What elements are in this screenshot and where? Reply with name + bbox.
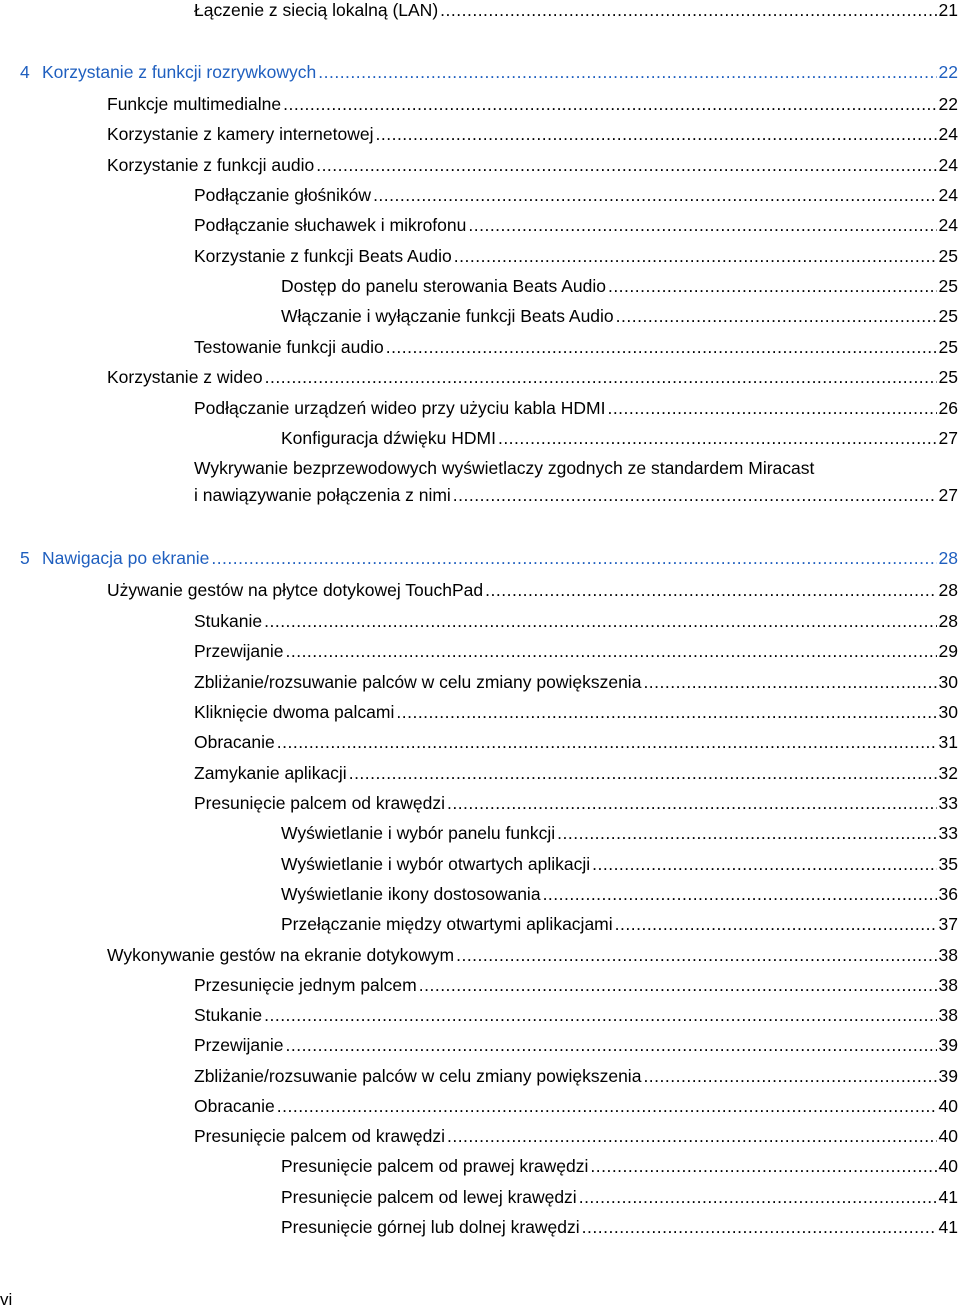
toc-page-number: 41 xyxy=(938,1217,958,1237)
toc-entry[interactable] xyxy=(107,580,958,601)
toc-chapter[interactable] xyxy=(20,548,958,569)
toc-entry-title: Dostęp do panelu sterowania Beats Audio xyxy=(281,276,606,296)
toc-entry[interactable] xyxy=(194,1096,958,1117)
dot-leader xyxy=(453,485,937,506)
toc-entry[interactable] xyxy=(194,672,958,693)
toc-chapter[interactable] xyxy=(20,62,958,83)
toc-entry[interactable] xyxy=(281,884,958,905)
toc-entry[interactable] xyxy=(281,823,958,844)
dot-leader xyxy=(373,185,936,206)
chapter-heading xyxy=(20,62,316,83)
dot-leader xyxy=(498,428,937,449)
dot-leader xyxy=(386,337,937,358)
toc-entry-title: Korzystanie z wideo xyxy=(107,367,263,387)
toc-entry-title: Konfiguracja dźwięku HDMI xyxy=(281,428,496,448)
dot-leader xyxy=(592,854,936,875)
toc-page-number: 35 xyxy=(938,854,958,874)
toc-entry[interactable] xyxy=(194,215,958,236)
dot-leader xyxy=(277,1096,937,1117)
toc-entry[interactable] xyxy=(194,1005,958,1026)
toc-page-number: 28 xyxy=(938,611,958,631)
toc-entry[interactable] xyxy=(107,94,958,115)
dot-leader xyxy=(590,1156,936,1177)
toc-entry[interactable] xyxy=(281,276,958,297)
toc-page-number: 27 xyxy=(938,485,958,505)
dot-leader xyxy=(447,793,937,814)
toc-page-number: 28 xyxy=(938,580,958,600)
toc-page-number: 37 xyxy=(938,914,958,934)
toc-page-number: 22 xyxy=(938,62,958,82)
toc-page-number: 39 xyxy=(938,1066,958,1086)
dot-leader xyxy=(376,124,937,145)
dot-leader xyxy=(447,1126,937,1147)
dot-leader xyxy=(579,1187,937,1208)
dot-leader xyxy=(608,276,937,297)
toc-page-number: 22 xyxy=(938,94,958,114)
dot-leader xyxy=(264,1005,936,1026)
chapter-title: Nawigacja po ekranie xyxy=(42,548,210,568)
dot-leader xyxy=(264,611,936,632)
toc-entry[interactable] xyxy=(194,975,958,996)
toc-page-number: 38 xyxy=(938,1005,958,1025)
toc-entry-title: Presunięcie palcem od prawej krawędzi xyxy=(281,1156,589,1176)
dot-leader xyxy=(283,94,936,115)
toc-entry-title: Podłączanie urządzeń wideo przy użyciu kabla HDMI xyxy=(194,398,606,418)
toc-page-number: 24 xyxy=(938,215,958,235)
toc-page-number: 25 xyxy=(938,246,958,266)
dot-leader xyxy=(277,732,937,753)
toc-entry-title: Korzystanie z funkcji audio xyxy=(107,155,315,175)
toc-entry[interactable] xyxy=(194,1066,958,1087)
toc-entry-title: Zamykanie aplikacji xyxy=(194,763,347,783)
toc-page-number: 24 xyxy=(938,124,958,144)
toc-entry-title: Podłączanie głośników xyxy=(194,185,372,205)
dot-leader xyxy=(211,548,936,569)
toc-entry-title: Presunięcie palcem od lewej krawędzi xyxy=(281,1187,577,1207)
dot-leader xyxy=(543,884,937,905)
dot-leader xyxy=(318,62,936,83)
dot-leader xyxy=(615,914,937,935)
toc-page-number: 25 xyxy=(938,337,958,357)
toc-entry[interactable] xyxy=(194,185,958,206)
dot-leader xyxy=(557,823,936,844)
toc-entry-title: Kliknięcie dwoma palcami xyxy=(194,702,395,722)
toc-entry[interactable] xyxy=(281,914,958,935)
toc-entry[interactable] xyxy=(194,246,958,267)
toc-page-number: 32 xyxy=(938,763,958,783)
dot-leader xyxy=(396,702,936,723)
toc-page-number: 30 xyxy=(938,672,958,692)
toc-page-number: 24 xyxy=(938,155,958,175)
toc-entry-title: Stukanie xyxy=(194,611,263,631)
dot-leader xyxy=(468,215,936,236)
toc-entry[interactable] xyxy=(194,458,958,506)
toc-entry-title: Obracanie xyxy=(194,732,275,752)
toc-entry-title: Korzystanie z kamery internetowej xyxy=(107,124,374,144)
toc-entry-title: Funkcje multimedialne xyxy=(107,94,282,114)
toc-page-number: 36 xyxy=(938,884,958,904)
toc-entry-title: Wyświetlanie ikony dostosowania xyxy=(281,884,541,904)
toc-entry-title-line2: i nawiązywanie połączenia z nimi xyxy=(194,485,451,505)
toc-entry-title: Przesunięcie jednym palcem xyxy=(194,975,417,995)
dot-leader xyxy=(316,155,936,176)
chapter-heading xyxy=(20,548,209,569)
toc-entry[interactable] xyxy=(194,702,958,723)
dot-leader xyxy=(349,763,937,784)
toc-page-number: 27 xyxy=(938,428,958,448)
toc-entry[interactable] xyxy=(107,945,958,966)
toc-page-number: 39 xyxy=(938,1035,958,1055)
toc-entry[interactable] xyxy=(194,1126,958,1147)
toc-entry[interactable] xyxy=(107,155,958,176)
toc-entry-title: Włączanie i wyłączanie funkcji Beats Audio xyxy=(281,306,614,326)
dot-leader xyxy=(643,1066,936,1087)
toc-page-number: 40 xyxy=(938,1096,958,1116)
toc-entry-title: Łączenie z siecią lokalną (LAN) xyxy=(194,0,439,20)
toc-entry-title: Podłączanie słuchawek i mikrofonu xyxy=(194,215,467,235)
toc-entry[interactable] xyxy=(194,793,958,814)
dot-leader xyxy=(419,975,937,996)
toc-page-number: 38 xyxy=(938,975,958,995)
toc-page-number: 28 xyxy=(938,548,958,568)
toc-entry-title: Zbliżanie/rozsuwanie palców w celu zmiany powiększenia xyxy=(194,672,642,692)
toc-entry[interactable] xyxy=(194,763,958,784)
toc-entry[interactable] xyxy=(107,124,958,145)
toc-page-number: 40 xyxy=(938,1126,958,1146)
toc-entry-title: Testowanie funkcji audio xyxy=(194,337,384,357)
dot-leader xyxy=(607,398,936,419)
toc-page-number: 33 xyxy=(938,823,958,843)
toc-entry[interactable] xyxy=(194,641,958,662)
toc-page-number: 25 xyxy=(938,306,958,326)
dot-leader xyxy=(440,0,936,21)
dot-leader xyxy=(643,672,936,693)
toc-page-number: 33 xyxy=(938,793,958,813)
toc-page-number: 25 xyxy=(938,367,958,387)
toc-entry[interactable] xyxy=(194,0,958,21)
toc-entry-title: Presunięcie palcem od krawędzi xyxy=(194,1126,445,1146)
toc-page-number: 21 xyxy=(938,0,958,20)
toc-entry[interactable] xyxy=(281,306,958,327)
toc-page-number: 38 xyxy=(938,945,958,965)
toc-entry-title: Używanie gestów na płytce dotykowej TouchPad xyxy=(107,580,484,600)
chapter-title: Korzystanie z funkcji rozrywkowych xyxy=(42,62,317,82)
toc-page-number: 31 xyxy=(938,732,958,752)
toc-entry-title: Przewijanie xyxy=(194,641,284,661)
toc-entry[interactable] xyxy=(107,367,958,388)
toc-entry[interactable] xyxy=(281,428,958,449)
toc-entry-title: Przewijanie xyxy=(194,1035,284,1055)
toc-entry[interactable] xyxy=(281,854,958,875)
toc-entry-title: Korzystanie z funkcji Beats Audio xyxy=(194,246,452,266)
toc-entry[interactable] xyxy=(194,337,958,358)
toc-entry-title: Wyświetlanie i wybór otwartych aplikacji xyxy=(281,854,591,874)
toc-entry[interactable] xyxy=(281,1187,958,1208)
toc-entry[interactable] xyxy=(281,1217,958,1238)
toc-page-number: 26 xyxy=(938,398,958,418)
chapter-number: 5 xyxy=(20,548,30,568)
dot-leader xyxy=(582,1217,937,1238)
toc-entry-title-line1: Wykrywanie bezprzewodowych wyświetlaczy zgodnych ze standardem Miracast xyxy=(194,458,815,478)
toc-page-number: 29 xyxy=(938,641,958,661)
toc-page-number: 40 xyxy=(938,1156,958,1176)
toc-entry-title: Wyświetlanie i wybór panelu funkcji xyxy=(281,823,556,843)
dot-leader xyxy=(616,306,937,327)
toc-entry-title: Obracanie xyxy=(194,1096,275,1116)
toc-entry-title: Presunięcie palcem od krawędzi xyxy=(194,793,445,813)
chapter-number: 4 xyxy=(20,62,30,82)
toc-page-number: 24 xyxy=(938,185,958,205)
toc-page-number: 25 xyxy=(938,276,958,296)
toc-entry[interactable] xyxy=(194,732,958,753)
toc-entry[interactable] xyxy=(194,398,958,419)
dot-leader xyxy=(485,580,936,601)
toc-page-number: 30 xyxy=(938,702,958,722)
dot-leader xyxy=(456,945,936,966)
dot-leader xyxy=(285,641,936,662)
toc-entry-title: Wykonywanie gestów na ekranie dotykowym xyxy=(107,945,455,965)
toc-entry-title: Przełączanie między otwartymi aplikacjami xyxy=(281,914,613,934)
dot-leader xyxy=(265,367,937,388)
toc-page-number: 41 xyxy=(938,1187,958,1207)
toc-entry-title: Stukanie xyxy=(194,1005,263,1025)
page-number: vi xyxy=(0,1290,13,1309)
toc-entry-title: Zbliżanie/rozsuwanie palców w celu zmiany powiększenia xyxy=(194,1066,642,1086)
toc-entry[interactable] xyxy=(194,1035,958,1056)
toc-entry[interactable] xyxy=(281,1156,958,1177)
toc-entry[interactable] xyxy=(194,611,958,632)
dot-leader xyxy=(454,246,937,267)
toc-entry-title: Presunięcie górnej lub dolnej krawędzi xyxy=(281,1217,580,1237)
dot-leader xyxy=(285,1035,936,1056)
